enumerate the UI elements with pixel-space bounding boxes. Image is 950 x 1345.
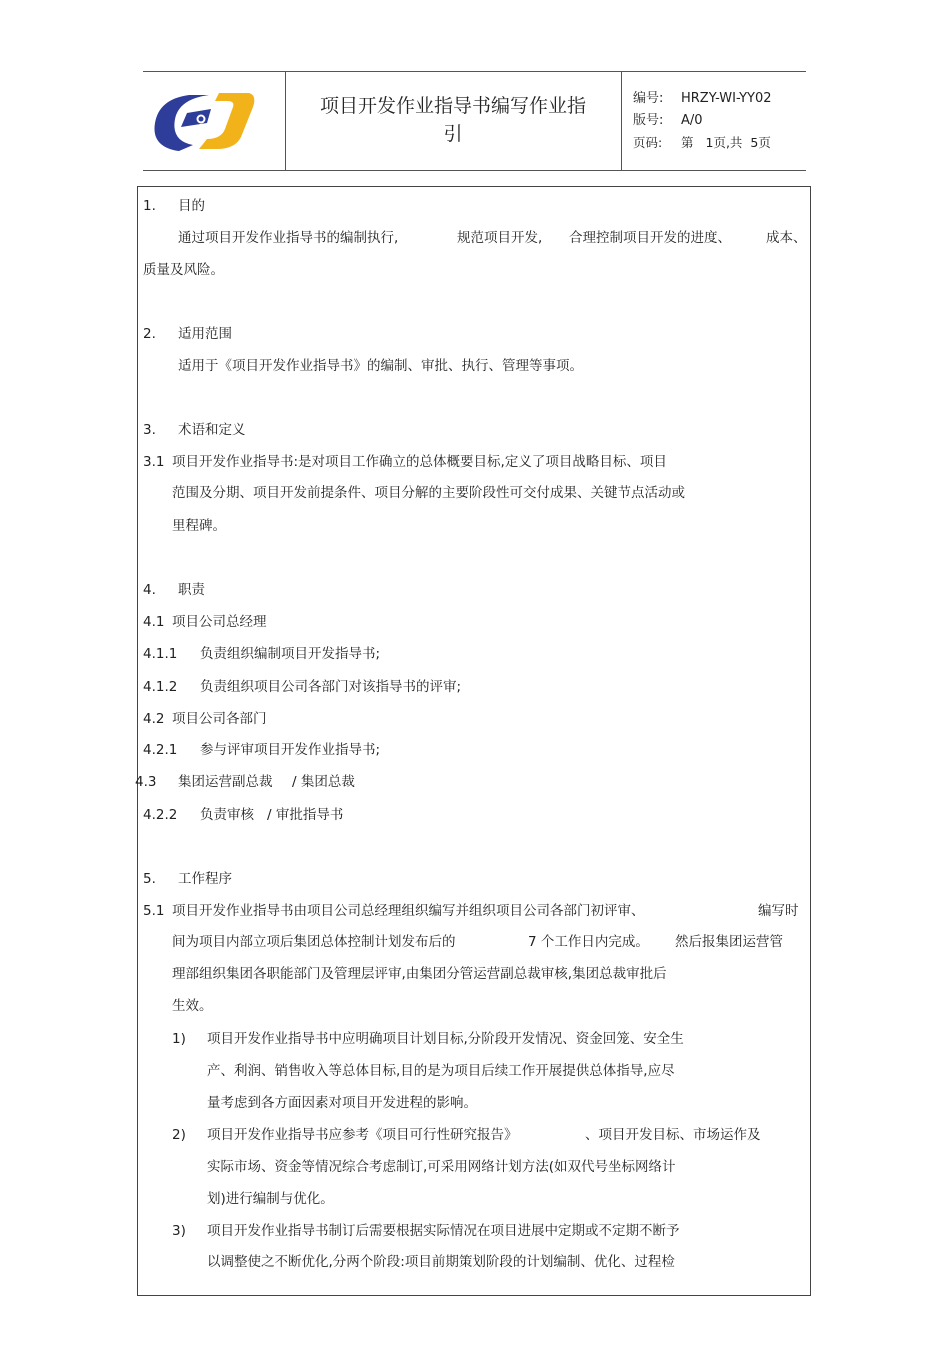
clause-number: 4.2.1 xyxy=(143,742,178,758)
page-suffix: 页 xyxy=(758,135,771,150)
clause-number: 5.1 xyxy=(143,903,165,919)
paragraph-text: 编写时 xyxy=(758,903,799,919)
title-line-1: 项目开发作业指导书编写作业指 xyxy=(319,95,586,117)
list-item-text: 项目开发作业指导书中应明确项目计划目标,分阶段开发情况、资金回笼、安全生 xyxy=(207,1031,684,1047)
doc-page-label: 页码: xyxy=(633,135,663,150)
clause-number: 4.1 xyxy=(143,614,165,630)
list-item-text: 项目开发作业指导书应参考《项目可行性研究报告》 xyxy=(207,1127,518,1143)
clause-text: 负责组织编制项目开发指导书; xyxy=(200,646,381,662)
section-heading: 目的 xyxy=(178,198,205,214)
doc-version-value: A/0 xyxy=(681,113,703,128)
section-heading: 工作程序 xyxy=(178,871,232,887)
doc-page-row xyxy=(633,132,772,154)
list-item-text: 量考虑到各方面因素对项目开发进程的影响。 xyxy=(207,1095,477,1111)
paragraph-text: 间为项目内部立项后集团总体控制计划发布后的 xyxy=(172,934,456,950)
list-item-text: 划)进行编制与优化。 xyxy=(207,1191,334,1207)
list-item-number: 3) xyxy=(172,1223,186,1239)
header-divider xyxy=(285,72,286,170)
paragraph-text: 成本、 xyxy=(766,230,807,246)
paragraph-text: 质量及风险。 xyxy=(143,262,224,278)
paragraph-text: 项目开发作业指导书:是对项目工作确立的总体概要目标,定义了项目战略目标、项目 xyxy=(172,454,667,470)
document-meta xyxy=(633,88,772,154)
paragraph-text: 规范项目开发, xyxy=(457,230,543,246)
clause-number: 4.2 xyxy=(143,711,165,727)
list-item-number: 1) xyxy=(172,1031,186,1047)
page-mid: 页,共 xyxy=(713,135,743,150)
clause-number: 4.1.1 xyxy=(143,646,178,662)
document-header xyxy=(143,71,806,171)
section-number: 2. xyxy=(143,326,156,342)
document-title xyxy=(293,92,613,148)
clause-number: 3.1 xyxy=(143,454,165,470)
paragraph-text: 适用于《项目开发作业指导书》的编制、审批、执行、管理等事项。 xyxy=(178,358,583,374)
paragraph-text: 合理控制项目开发的进度、 xyxy=(569,230,731,246)
section-number: 3. xyxy=(143,422,156,438)
section-number: 4. xyxy=(143,582,156,598)
list-item-text: 以调整使之不断优化,分两个阶段:项目前期策划阶段的计划编制、优化、过程检 xyxy=(207,1254,675,1270)
header-divider xyxy=(621,72,622,170)
clause-number: 4.3 xyxy=(135,774,157,790)
paragraph-text: 然后报集团运营管 xyxy=(675,934,783,950)
list-item-number: 2) xyxy=(172,1127,186,1143)
doc-code-label: 编号: xyxy=(633,91,664,106)
page-current: 1 xyxy=(705,135,714,150)
paragraph-text: 项目开发作业指导书由项目公司总经理组织编写并组织项目公司各部门初评审、 xyxy=(172,903,645,919)
clause-text: 集团运营副总裁 xyxy=(178,774,273,790)
paragraph-text: 里程碑。 xyxy=(172,518,226,534)
clause-text: 负责组织项目公司各部门对该指导书的评审; xyxy=(200,679,462,695)
doc-version-row xyxy=(633,110,772,132)
clause-number: 4.1.2 xyxy=(143,679,178,695)
list-item-text: 实际市场、资金等情况综合考虑制订,可采用网络计划方法(如双代号坐标网络计 xyxy=(207,1159,676,1175)
section-number: 5. xyxy=(143,871,156,887)
clause-text: / 审批指导书 xyxy=(267,807,344,823)
doc-code-value: HRZY-WI-YY02 xyxy=(681,91,772,106)
list-item-text: 、项目开发目标、市场运作及 xyxy=(585,1127,761,1143)
page-total: 5 xyxy=(750,135,759,150)
list-item-text: 产、利润、销售收入等总体目标,目的是为项目后续工作开展提供总体指导,应尽 xyxy=(207,1063,675,1079)
paragraph-text: 生效。 xyxy=(172,998,213,1014)
section-number: 1. xyxy=(143,198,156,214)
section-heading: 术语和定义 xyxy=(178,422,246,438)
company-logo xyxy=(149,89,259,157)
clause-text: / 集团总裁 xyxy=(292,774,355,790)
title-line-2: 引 xyxy=(443,123,463,145)
clause-text: 负责审核 xyxy=(200,807,254,823)
doc-code-row xyxy=(633,88,772,110)
clause-text: 参与评审项目开发作业指导书; xyxy=(200,742,381,758)
paragraph-text: 通过项目开发作业指导书的编制执行, xyxy=(178,230,399,246)
list-item-text: 项目开发作业指导书制订后需要根据实际情况在项目进展中定期或不定期不断予 xyxy=(207,1223,680,1239)
doc-version-label: 版号: xyxy=(633,113,664,128)
section-heading: 职责 xyxy=(178,582,205,598)
page-prefix: 第 xyxy=(681,135,694,150)
clause-text: 项目公司各部门 xyxy=(172,711,267,727)
section-heading: 适用范围 xyxy=(178,326,232,342)
paragraph-text: 理部组织集团各职能部门及管理层评审,由集团分管运营副总裁审核,集团总裁审批后 xyxy=(172,966,667,982)
paragraph-text: 7 个工作日内完成。 xyxy=(528,934,649,950)
paragraph-text: 范围及分期、项目开发前提条件、项目分解的主要阶段性可交付成果、关键节点活动或 xyxy=(172,485,685,501)
clause-number: 4.2.2 xyxy=(143,807,178,823)
clause-text: 项目公司总经理 xyxy=(172,614,267,630)
